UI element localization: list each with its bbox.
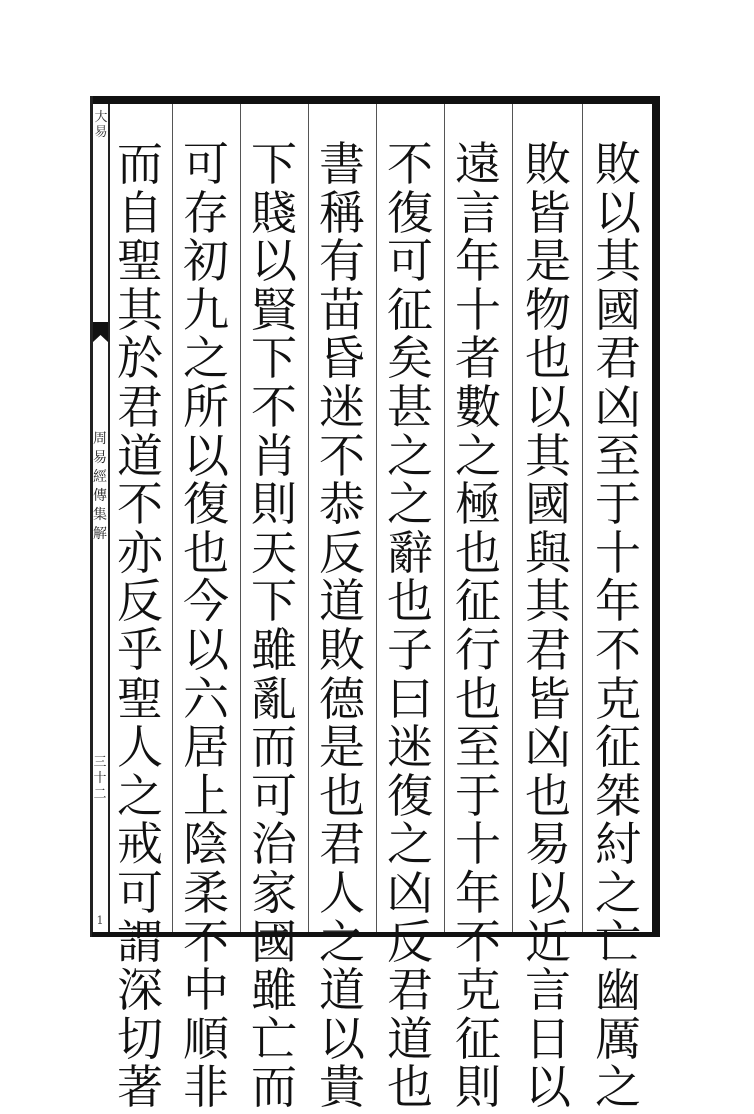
banxin-mark: 1 <box>96 914 104 927</box>
text-column-3: 遠言年十者數之極也征行也至于十年不克征則 <box>455 137 501 1114</box>
text-column-4: 不復可征矣甚之之辭也子曰迷復之凶反君道也 <box>387 137 433 1114</box>
column-separator <box>172 104 173 932</box>
column-separator <box>444 104 445 932</box>
text-column-5: 書稱有苗昏迷不恭反道敗德是也君人之道以貴 <box>319 137 365 1114</box>
text-column-7: 可存初九之所以復也今以六居上陰柔不中順非 <box>183 137 229 1114</box>
frame-bottom-border <box>92 932 660 937</box>
frame-top-border <box>92 96 660 104</box>
banxin-title: 大易 <box>94 110 108 140</box>
text-column-8: 而自聖其於君道不亦反乎聖人之戒可謂深切著 <box>117 137 163 1114</box>
text-column-2: 敗皆是物也以其國與其君皆凶也易以近言日以 <box>525 137 571 1114</box>
column-separator <box>240 104 241 932</box>
column-separator <box>582 104 583 932</box>
column-separator <box>512 104 513 932</box>
column-separator <box>308 104 309 932</box>
text-column-1: 敗以其國君凶至于十年不克征桀紂之亡幽厲之 <box>595 137 641 1114</box>
banxin-page-number: 三十二 <box>93 755 107 802</box>
frame-right-border <box>652 96 660 937</box>
banxin-book-title: 周易經傳集解 <box>93 431 107 542</box>
column-separator <box>376 104 377 932</box>
text-column-6: 下賤以賢下不肖則天下雖亂而可治家國雖亡而 <box>251 137 297 1114</box>
